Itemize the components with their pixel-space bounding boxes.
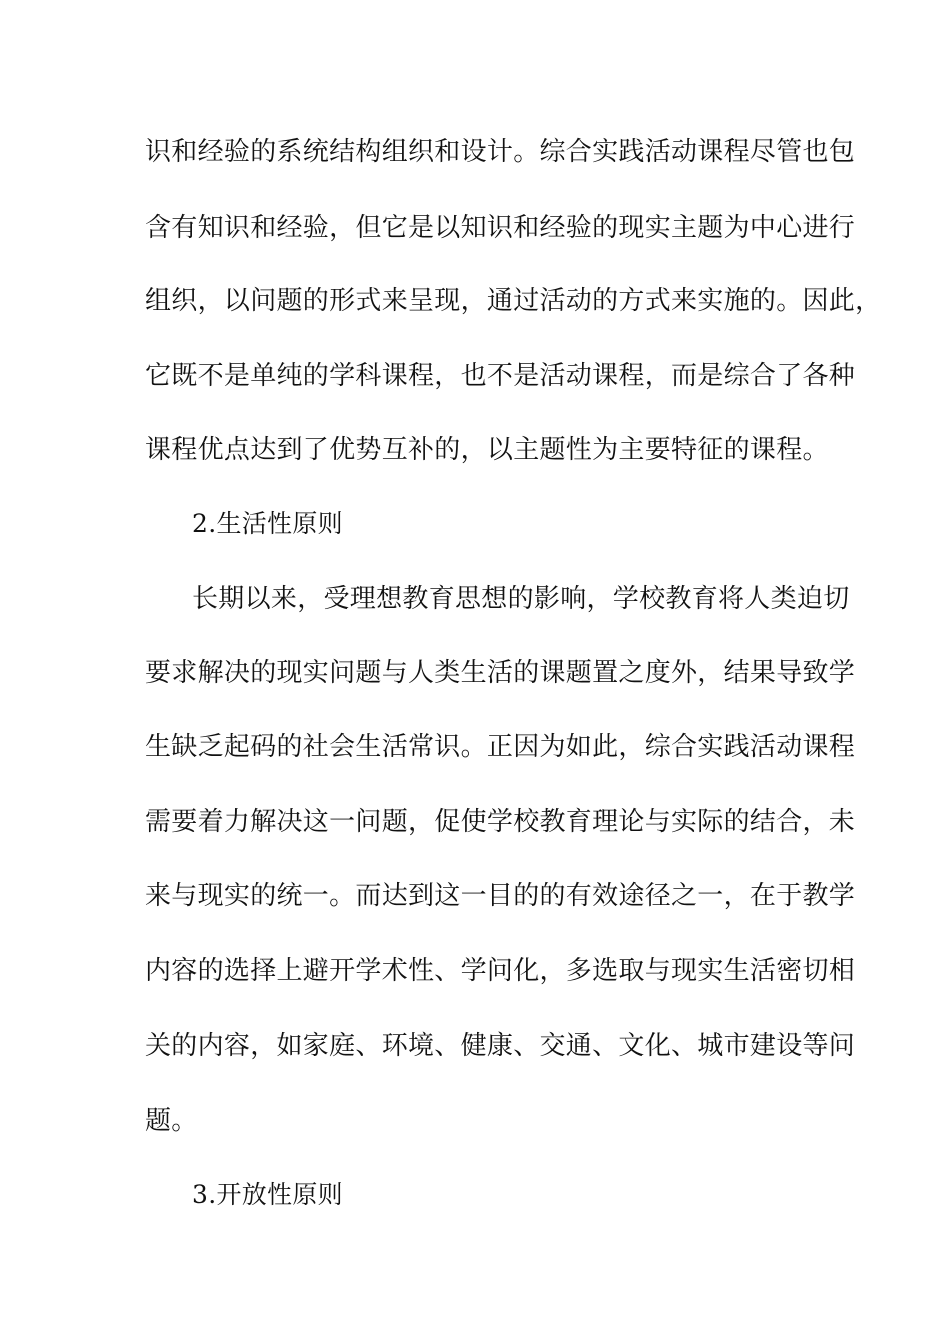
section-heading-3: 3.开放性原则	[192, 1180, 343, 1209]
paragraph-2-line-7: 关的内容，如家庭、环境、健康、交通、文化、城市建设等问	[145, 1031, 856, 1061]
paragraph-2-line-2: 要求解决的现实问题与人类生活的课题置之度外，结果导致学	[145, 658, 856, 688]
paragraph-2-line-4: 需要着力解决这一问题，促使学校教育理论与实际的结合，未	[145, 807, 856, 837]
section-heading-2: 2.生活性原则	[192, 509, 343, 538]
paragraph-1-line-1: 识和经验的系统结构组织和设计。综合实践活动课程尽管也包	[145, 137, 856, 167]
paragraph-2-line-3: 生缺乏起码的社会生活常识。正因为如此，综合实践活动课程	[145, 732, 856, 762]
paragraph-2-line-8: 题。	[145, 1106, 198, 1136]
paragraph-2-line-5: 来与现实的统一。而达到这一目的的有效途径之一，在于教学	[145, 881, 856, 911]
paragraph-2-line-1: 长期以来，受理想教育思想的影响，学校教育将人类迫切	[192, 584, 850, 614]
paragraph-1-line-2: 含有知识和经验，但它是以知识和经验的现实主题为中心进行	[145, 213, 856, 243]
paragraph-1-line-4: 它既不是单纯的学科课程，也不是活动课程，而是综合了各种	[145, 361, 856, 391]
paragraph-1-line-3: 组织，以问题的形式来呈现，通过活动的方式来实施的。因此，	[145, 286, 882, 316]
paragraph-2-line-6: 内容的选择上避开学术性、学问化，多选取与现实生活密切相	[145, 956, 856, 986]
paragraph-1-line-5: 课程优点达到了优势互补的，以主题性为主要特征的课程。	[145, 435, 829, 465]
